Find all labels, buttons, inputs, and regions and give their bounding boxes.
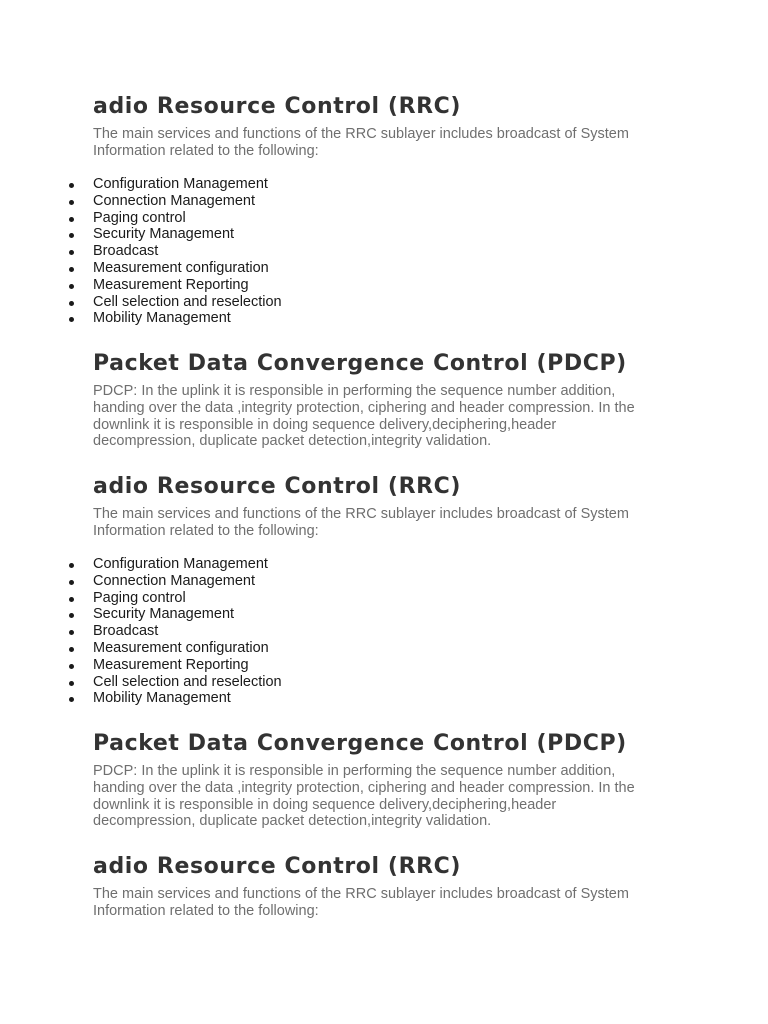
bullet-icon (69, 597, 74, 602)
bullet-icon (69, 233, 74, 238)
list-item: Broadcast (0, 623, 600, 640)
list-item: Configuration Management (0, 556, 600, 573)
bullet-icon (69, 580, 74, 585)
bullet-icon (69, 267, 74, 272)
paragraph-line: decompression, duplicate packet detection,integrity validation. (93, 813, 492, 830)
bullet-icon (69, 284, 74, 289)
list-item: Measurement configuration (0, 640, 600, 657)
bullet-icon (69, 301, 74, 306)
list-item: Paging control (0, 590, 600, 607)
paragraph-line: Information related to the following: (93, 902, 319, 919)
list-item: Cell selection and reselection (0, 294, 600, 311)
list-item: Measurement configuration (0, 260, 600, 277)
section-paragraph (93, 383, 683, 450)
section-heading: adio Resource Control (RRC) (93, 854, 462, 879)
section-paragraph (93, 506, 683, 540)
bullet-icon (69, 630, 74, 635)
paragraph-line: handing over the data ,integrity protection, ciphering and header compression. In the (93, 779, 635, 796)
section-rrc-3 (93, 854, 693, 920)
bullet-list (0, 176, 600, 327)
paragraph-line: The main services and functions of the RRC sublayer includes broadcast of System (93, 506, 629, 522)
list-item: Configuration Management (0, 176, 600, 193)
list-item: Security Management (0, 606, 600, 623)
paragraph-line: Information related to the following: (93, 142, 319, 159)
section-pdcp-2 (93, 731, 693, 830)
paragraph-line: PDCP: In the uplink it is responsible in performing the sequence number addition, (93, 383, 616, 399)
section-pdcp-1 (93, 351, 693, 450)
bullet-icon (69, 647, 74, 652)
paragraph-line: Information related to the following: (93, 522, 319, 539)
list-item: Measurement Reporting (0, 277, 600, 294)
section-rrc-2 (93, 474, 693, 540)
bullet-icon (69, 200, 74, 205)
bullet-icon (69, 183, 74, 188)
paragraph-line: handing over the data ,integrity protection, ciphering and header compression. In the (93, 399, 635, 416)
bullet-icon (69, 664, 74, 669)
list-item: Connection Management (0, 573, 600, 590)
section-heading: Packet Data Convergence Control (PDCP) (93, 731, 627, 756)
list-item: Paging control (0, 210, 600, 227)
section-heading: adio Resource Control (RRC) (93, 94, 462, 119)
list-item: Security Management (0, 226, 600, 243)
paragraph-line: downlink it is responsible in doing sequence delivery,deciphering,header (93, 416, 557, 433)
bullet-list (0, 556, 600, 707)
bullet-icon (69, 681, 74, 686)
section-paragraph (93, 126, 683, 160)
bullet-icon (69, 217, 74, 222)
bullet-icon (69, 697, 74, 702)
section-paragraph (93, 763, 683, 830)
list-item: Cell selection and reselection (0, 674, 600, 691)
list-item: Connection Management (0, 193, 600, 210)
list-item: Mobility Management (0, 690, 600, 707)
list-item: Measurement Reporting (0, 657, 600, 674)
section-heading: Packet Data Convergence Control (PDCP) (93, 351, 627, 376)
paragraph-line: The main services and functions of the RRC sublayer includes broadcast of System (93, 126, 629, 142)
paragraph-line: downlink it is responsible in doing sequence delivery,deciphering,header (93, 796, 557, 813)
bullet-icon (69, 317, 74, 322)
list-item: Mobility Management (0, 310, 600, 327)
paragraph-line: decompression, duplicate packet detection,integrity validation. (93, 433, 492, 450)
paragraph-line: PDCP: In the uplink it is responsible in performing the sequence number addition, (93, 763, 616, 779)
section-rrc-1 (93, 94, 693, 160)
list-item: Broadcast (0, 243, 600, 260)
bullet-icon (69, 563, 74, 568)
section-paragraph (93, 886, 683, 920)
section-heading: adio Resource Control (RRC) (93, 474, 462, 499)
bullet-icon (69, 613, 74, 618)
bullet-icon (69, 250, 74, 255)
paragraph-line: The main services and functions of the RRC sublayer includes broadcast of System (93, 886, 629, 902)
